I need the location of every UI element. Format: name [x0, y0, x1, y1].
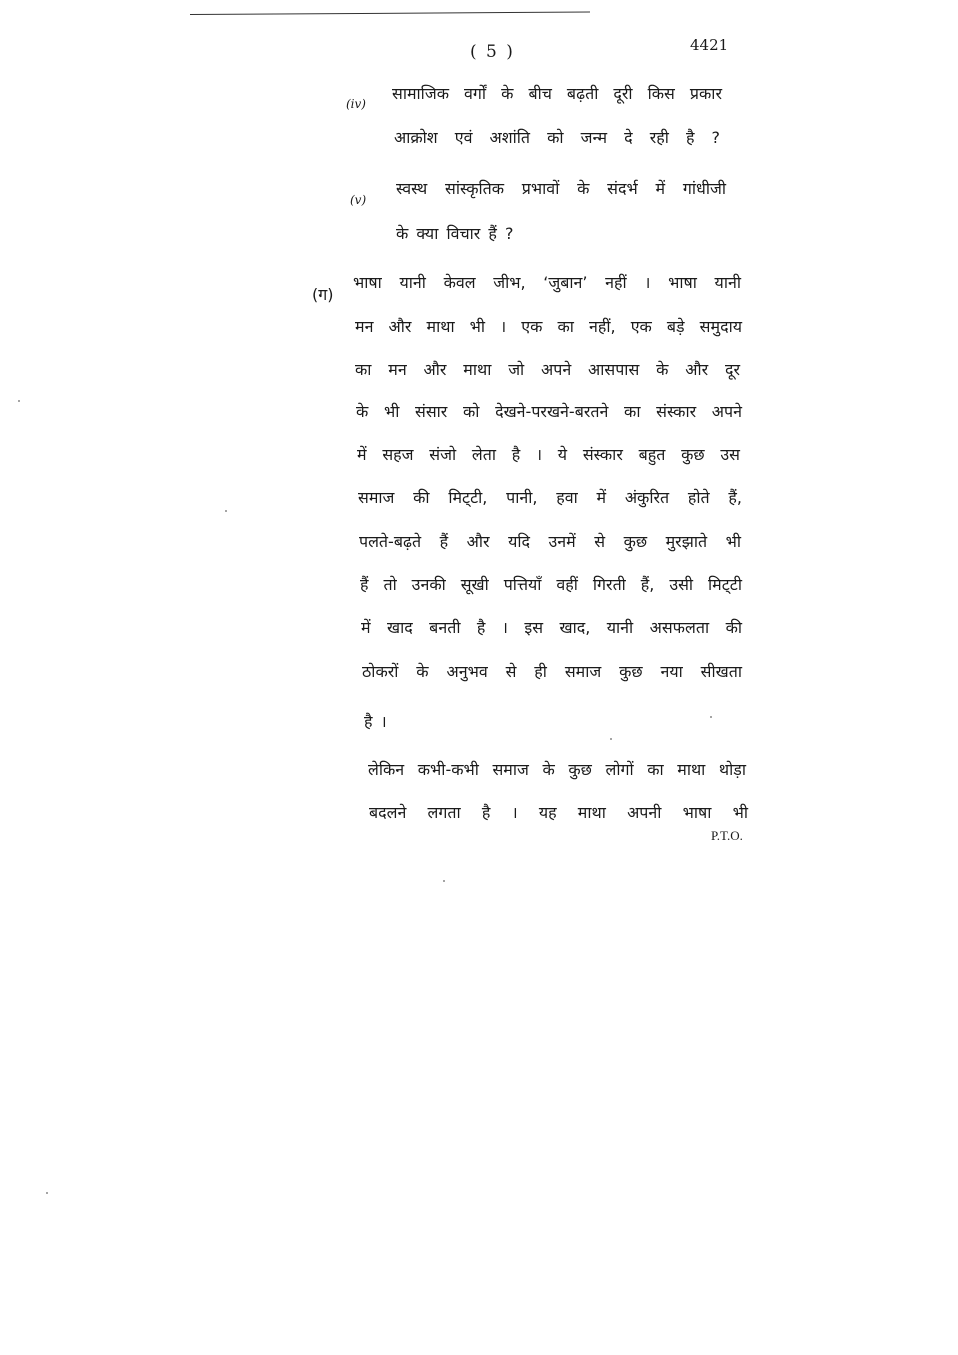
passage-line: में खाद बनती है । इस खाद, यानी असफलता की — [361, 618, 742, 637]
scan-speck — [710, 716, 712, 718]
question-marker-iv: (iv) — [346, 97, 366, 111]
question-iv-line-2: आक्रोश एवं अशांति को जन्म दे रही है ? — [394, 128, 720, 147]
continuation-line: लेकिन कभी-कभी समाज के कुछ लोगों का माथा थोड़ा — [368, 760, 746, 779]
passage-label: (ग) — [312, 285, 334, 304]
continuation-line: बदलने लगता है । यह माथा अपनी भाषा भी — [369, 803, 748, 822]
passage-line: पलते-बढ़ते हैं और यदि उनमें से कुछ मुरझाते भी — [359, 532, 741, 551]
pto-marker: P.T.O. — [711, 828, 743, 843]
page-number: ( 5 ) — [470, 42, 515, 62]
question-v-line-1: स्वस्थ सांस्कृतिक प्रभावों के संदर्भ में गांधीजी — [396, 179, 726, 198]
top-rule — [190, 12, 590, 15]
passage-line: के भी संसार को देखने-परखने-बरतने का संस्कार अपने — [356, 402, 742, 421]
scan-speck — [225, 510, 227, 512]
passage-line: का मन और माथा जो अपने आसपास के और दूर — [355, 360, 740, 379]
scan-speck — [443, 880, 445, 882]
scan-speck — [18, 400, 20, 402]
scan-speck — [610, 738, 612, 740]
question-marker-v: (v) — [350, 193, 367, 207]
passage-line: मन और माथा भी । एक का नहीं, एक बड़े समुदाय — [355, 317, 742, 336]
question-iv-line-1: सामाजिक वर्गों के बीच बढ़ती दूरी किस प्रकार — [392, 84, 722, 103]
passage-line: में सहज संजो लेता है । ये संस्कार बहुत कुछ उस — [357, 445, 740, 464]
passage-line: ठोकरों के अनुभव से ही समाज कुछ नया सीखता — [362, 662, 742, 681]
question-v-line-2: के क्या विचार हैं ? — [396, 224, 514, 243]
passage-line: भाषा यानी केवल जीभ, ‘जुबान’ नहीं । भाषा यानी — [353, 273, 741, 292]
paper-code: 4421 — [690, 36, 729, 54]
passage-line: है । — [364, 712, 387, 731]
passage-line: समाज की मिट्‌टी, पानी, हवा में अंकुरित होते हैं, — [358, 488, 742, 507]
scan-speck — [46, 1192, 48, 1194]
passage-line: हैं तो उनकी सूखी पत्तियाँ वहीं गिरती हैं, उसी मिट्‌टी — [360, 575, 742, 594]
